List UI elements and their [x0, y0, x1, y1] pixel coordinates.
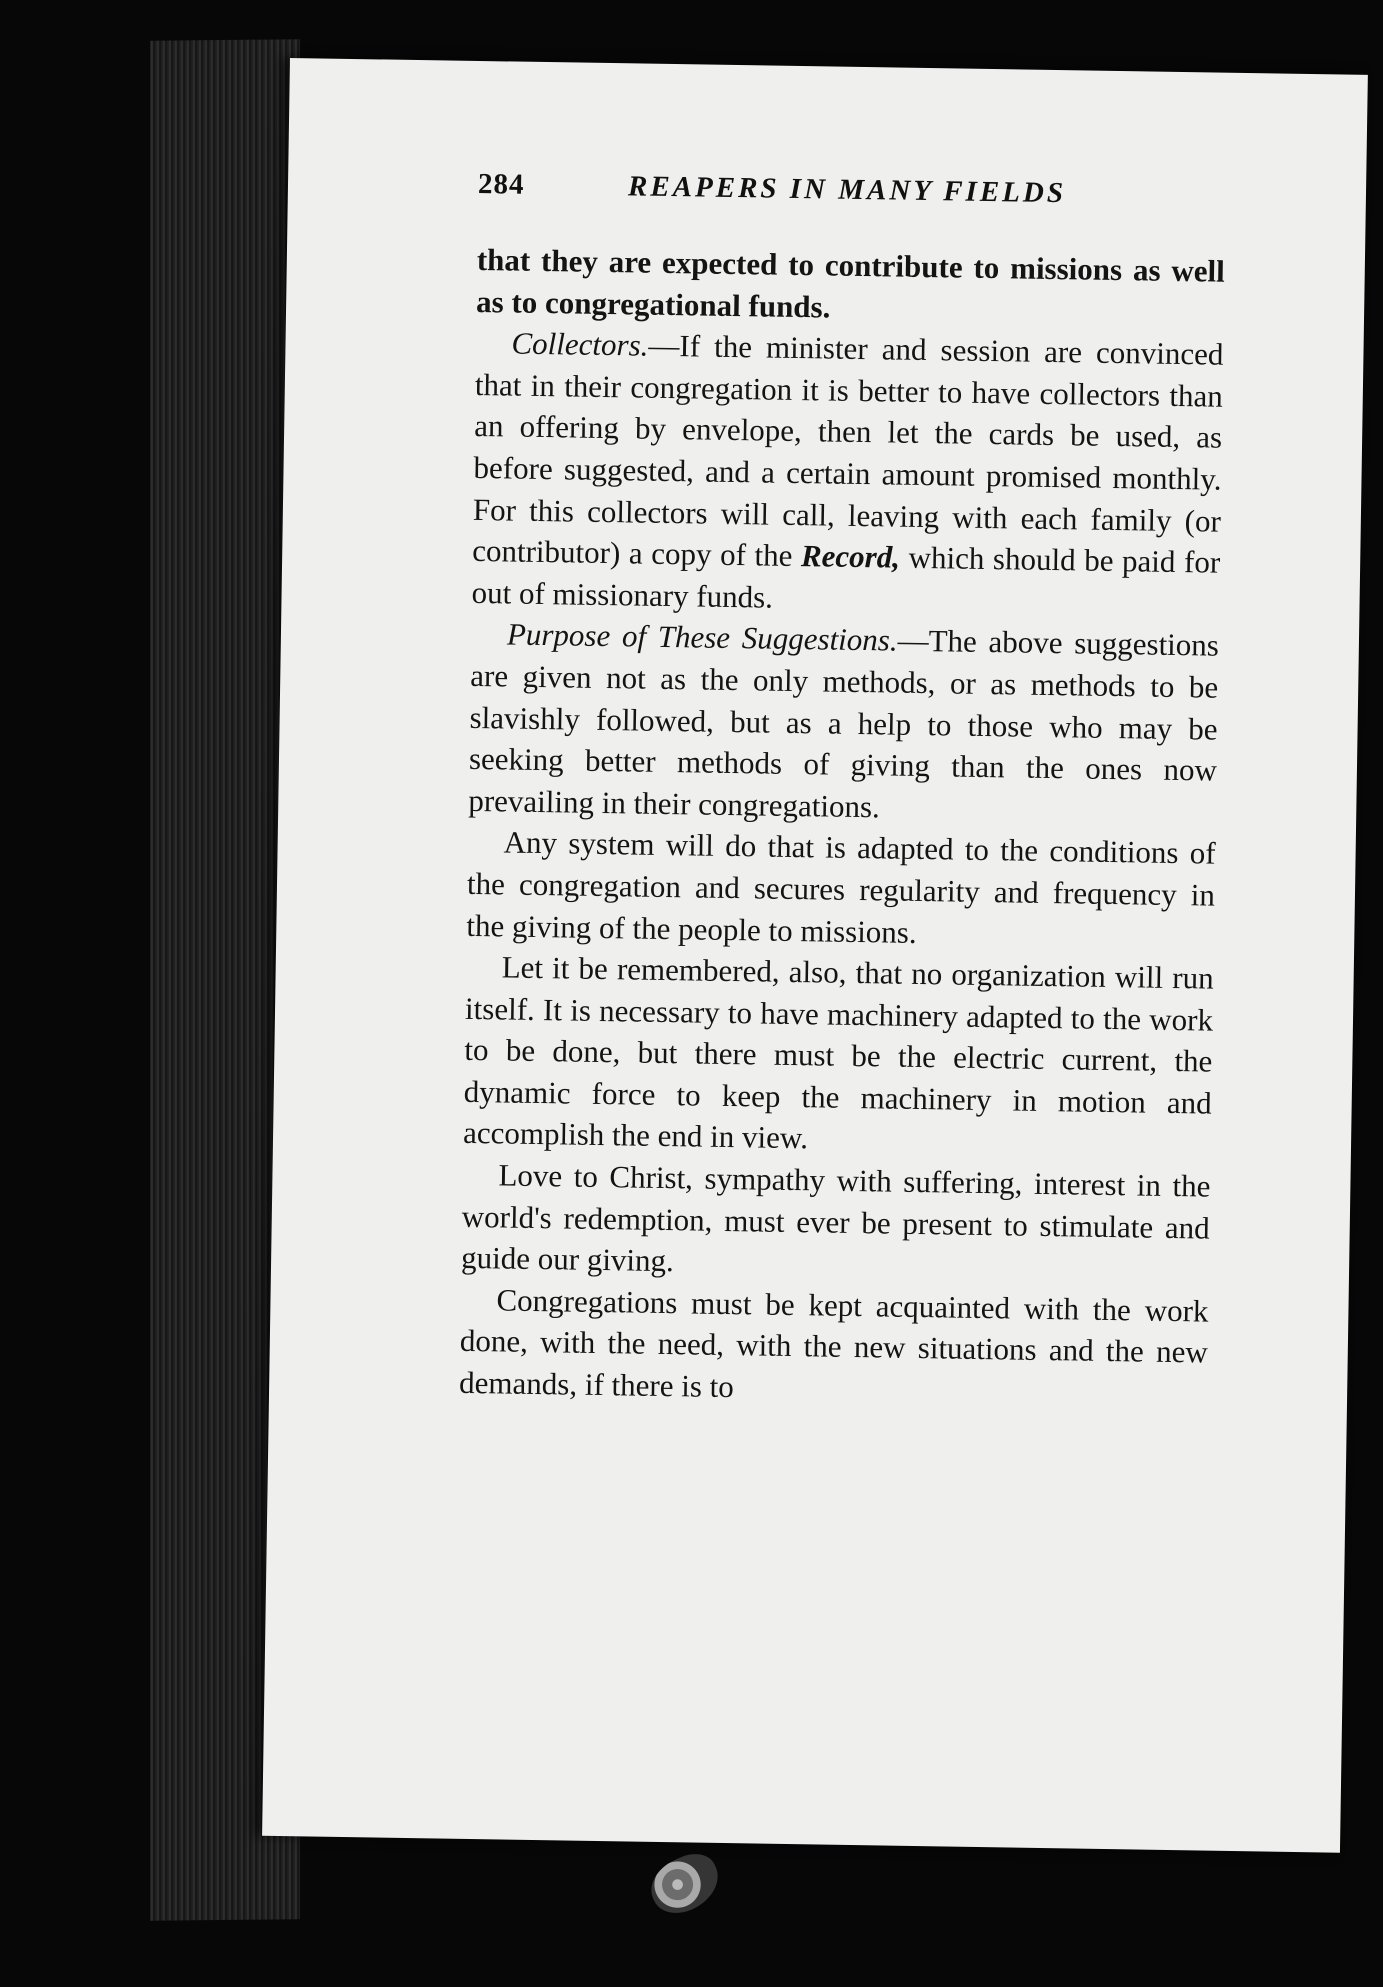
record-title: Record, [800, 538, 901, 575]
paragraph-organization: Let it be remembered, also, that no organization will run itself. It is necessary to have machinery adapted to the work to be done, but there must be the electric current, the dynamic force to keep the machinery in motion and accomplish the end in view. [462, 949, 1214, 1156]
paragraph-collectors-text: —If the minister and session are convinced that in their congregation it is better to have collectors than an offering by envelope, then let the cards be used, as before suggested, and a certain amount promised monthly. For this collectors will call, leaving with each family (or contributor) a copy of the [472, 327, 1224, 574]
paragraph-1: that they are expected to contribute to missions as well as to congregational funds. [475, 241, 1226, 325]
side-heading-collectors: Collectors. [511, 325, 649, 363]
paragraph-collectors [471, 322, 1223, 625]
body-text [459, 239, 1225, 1415]
paragraph-love-to-christ: Love to Christ, sympathy with suffering, interest in the world's redemption, must ever be present to stimulate and guide our giving. [460, 1157, 1211, 1279]
paragraph-congregations: Congregations must be kept acquainted with the work done, with the need, with the new situations and the new demands, if there is to [458, 1282, 1209, 1405]
paragraph-purpose-text: —The above suggestions are given not as the only methods, or as methods to be slavishly followed, but as a help to those who may be seeking better methods of giving than the ones now prevailing in their congregations. [468, 622, 1220, 825]
running-head: REAPERS IN MANY FIELDS [627, 170, 1067, 210]
page-number: 284 [477, 167, 525, 201]
page-sheet [262, 58, 1368, 1853]
side-heading-purpose: Purpose of These Suggestions. [506, 616, 898, 658]
paragraph-purpose [468, 613, 1219, 833]
paragraph-collectors-tail: which should be paid for out of missionary funds. [471, 539, 1221, 615]
page-header [478, 168, 1178, 212]
paragraph-any-system: Any system will do that is adapted to the conditions of the congregation and secures regularity and frequency in the giving of the people to missions. [466, 824, 1216, 950]
scan-debris [642, 1846, 727, 1923]
